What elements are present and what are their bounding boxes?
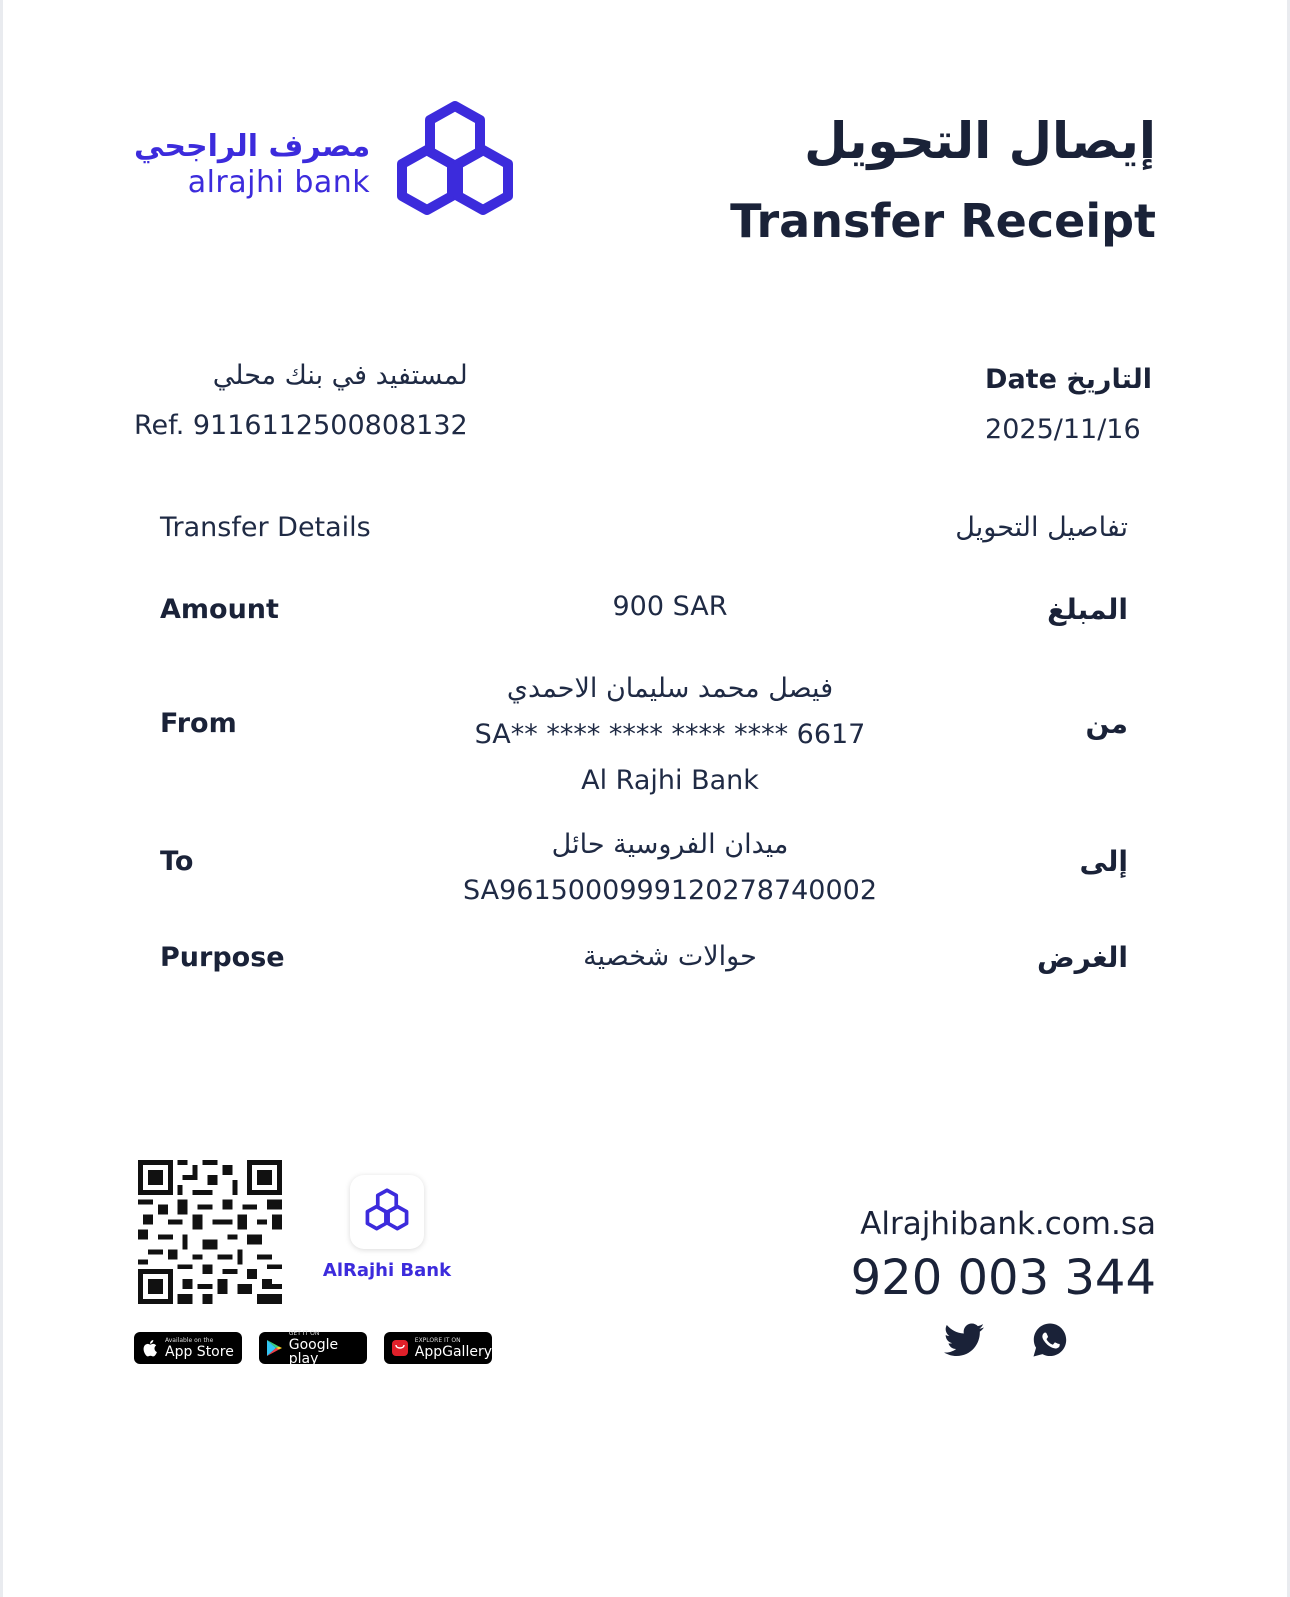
phone-number[interactable]: 920 003 344 [850, 1250, 1156, 1306]
date-value: 2025/11/16 [985, 414, 1141, 445]
qr-code-icon [138, 1160, 282, 1304]
store-badges [134, 1329, 509, 1367]
brand-name-ar: مصرف الراجحي [134, 129, 371, 164]
reference-number: Ref. 9116112500808132 [134, 410, 468, 441]
to-account: SA9615000999120278740002 [462, 875, 878, 906]
reference-block [134, 356, 468, 446]
receipt-title-ar: إيصال التحويل [804, 112, 1156, 170]
to-label-ar: إلى [1079, 845, 1128, 878]
app-store-badge[interactable] [134, 1332, 242, 1364]
amount-label-ar: المبلغ [1047, 593, 1128, 626]
huawei-icon [390, 1338, 410, 1358]
whatsapp-icon[interactable] [1030, 1320, 1070, 1360]
from-value [380, 666, 960, 804]
purpose-value: حوالات شخصية [583, 941, 757, 972]
date-block [985, 360, 1152, 450]
details-heading-ar: تفاصيل التحويل [955, 512, 1128, 543]
to-label-en: To [160, 846, 194, 877]
app-gallery-label: AppGallery [414, 1343, 492, 1360]
amount-label-en: Amount [160, 594, 279, 625]
social-links [898, 1320, 1070, 1360]
website-link[interactable]: Alrajhibank.com.sa [860, 1206, 1156, 1242]
receipt-title-en: Transfer Receipt [730, 194, 1156, 248]
google-play-small-text: GET IT ON [288, 1329, 320, 1337]
to-value [380, 822, 960, 914]
from-account: SA** **** **** **** **** 6617 [474, 719, 866, 750]
brand-text [134, 129, 370, 201]
alrajhi-logo-icon [390, 100, 520, 230]
transfer-type: لمستفيد في بنك محلي [212, 360, 468, 391]
date-label: Date التاريخ [985, 364, 1152, 395]
app-gallery-badge[interactable] [384, 1332, 492, 1364]
from-label-ar: من [1085, 707, 1128, 740]
details-heading-en: Transfer Details [160, 512, 371, 543]
brand-name-en: alrajhi bank [187, 165, 371, 200]
purpose-label-ar: الغرض [1037, 941, 1128, 974]
google-play-icon [265, 1338, 284, 1358]
google-play-badge[interactable] [259, 1329, 367, 1367]
apple-icon [140, 1338, 160, 1358]
contact-block [851, 1204, 1156, 1308]
twitter-icon[interactable] [944, 1320, 984, 1360]
brand-header [134, 100, 520, 230]
amount-value: 900 SAR [612, 591, 728, 622]
app-store-label: App Store [165, 1343, 234, 1360]
app-name: AlRajhi Bank [322, 1260, 452, 1281]
purpose-label-en: Purpose [160, 942, 285, 973]
from-label-en: From [160, 708, 237, 739]
from-bank: Al Rajhi Bank [581, 765, 759, 796]
google-play-label: Google play [288, 1336, 339, 1367]
to-name: ميدان الفروسية حائل [551, 829, 789, 860]
app-gallery-small-text: EXPLORE IT ON [414, 1336, 461, 1344]
app-store-small-text: Available on the [165, 1336, 214, 1344]
from-name: فيصل محمد سليمان الاحمدي [506, 673, 834, 704]
app-icon[interactable] [350, 1175, 424, 1249]
receipt-title [730, 106, 1156, 256]
